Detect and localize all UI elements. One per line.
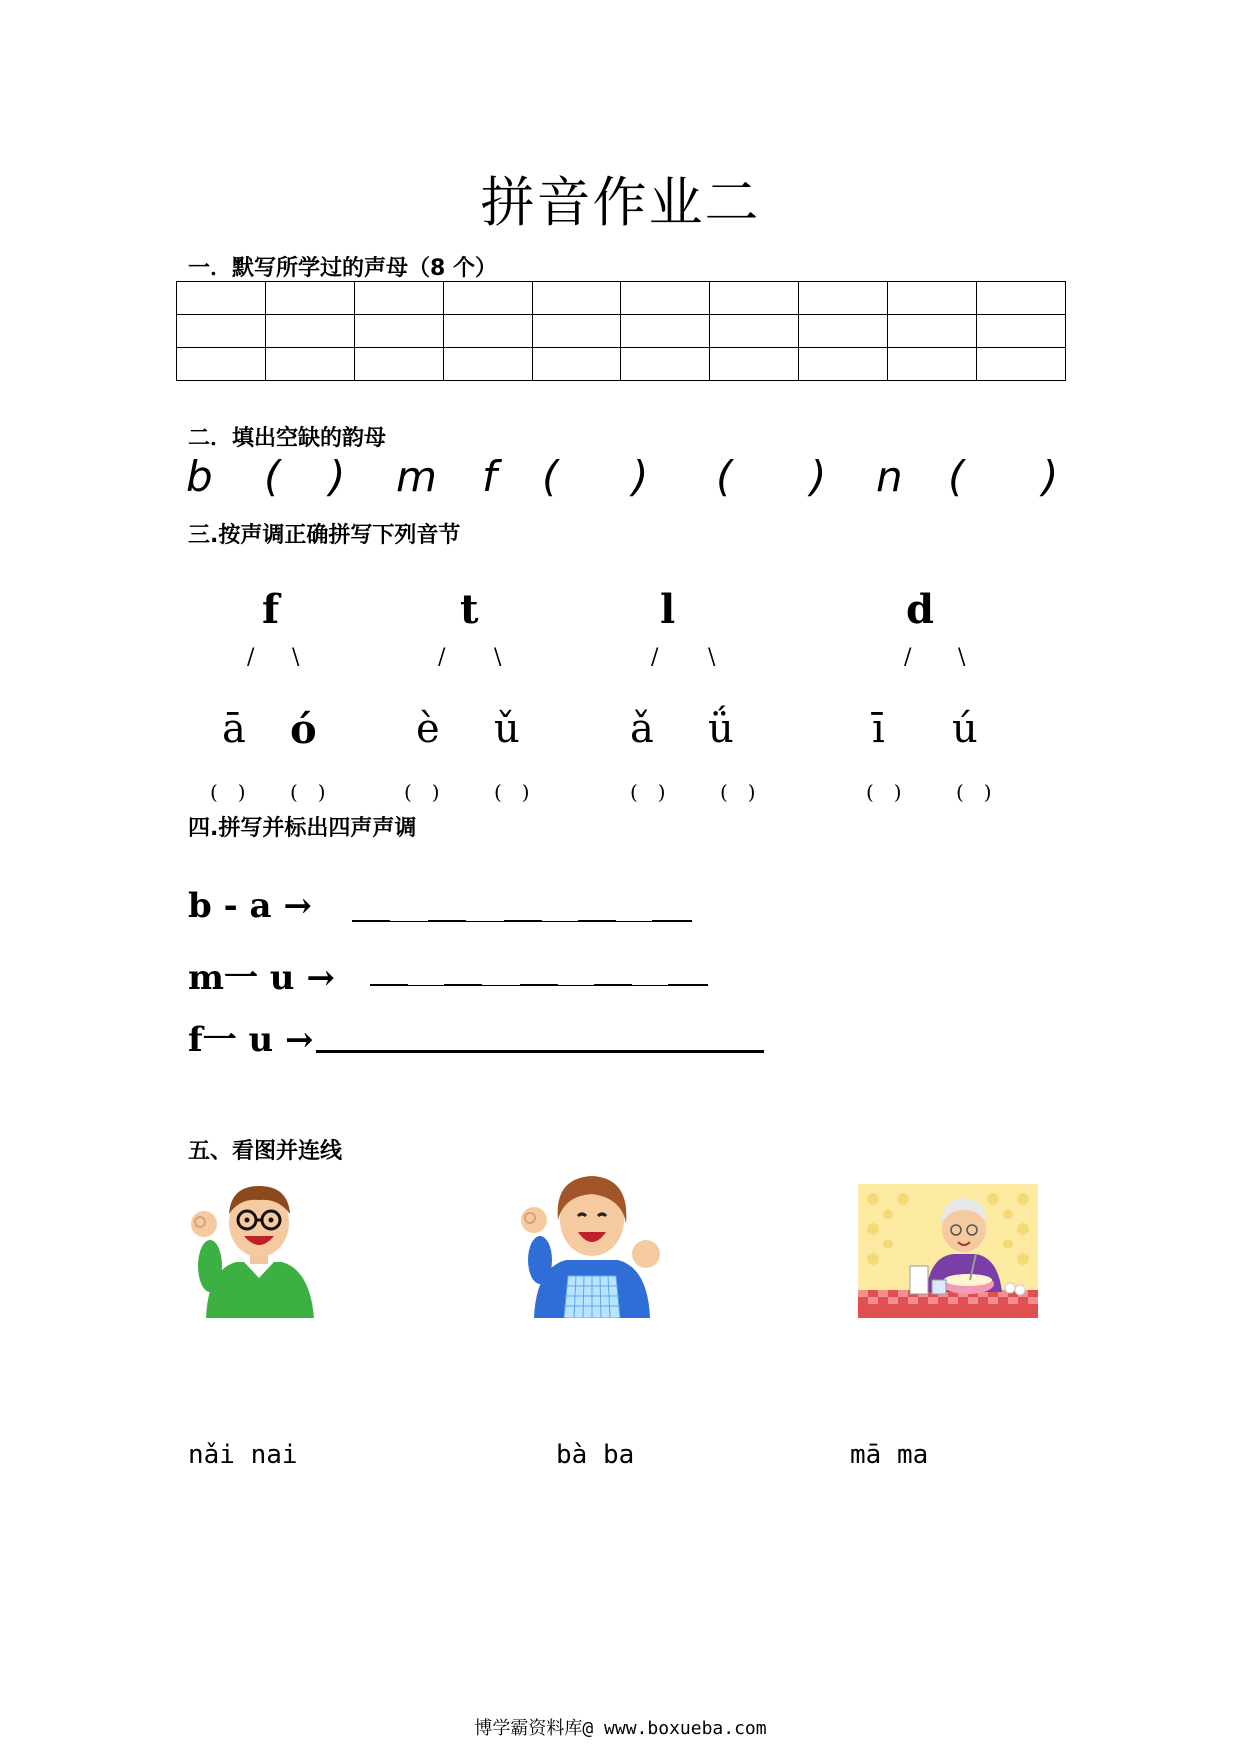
answer-paren[interactable]: ( ): [494, 780, 530, 804]
answer-paren[interactable]: ( ): [956, 780, 992, 804]
grid-cell[interactable]: [443, 315, 532, 348]
grid-cell[interactable]: [177, 282, 266, 315]
seq-item: b: [186, 452, 213, 501]
father-illustration[interactable]: [186, 1178, 332, 1318]
grid-row: [177, 315, 1066, 348]
final-option: ú: [952, 706, 978, 752]
grid-cell[interactable]: [532, 282, 621, 315]
seq-item: (: [948, 452, 965, 501]
answer-baseline: [370, 985, 708, 986]
final-option: ǔ: [494, 706, 520, 752]
grid-cell[interactable]: [621, 348, 710, 381]
final-option: ó: [290, 706, 317, 753]
answer-paren[interactable]: ( ): [720, 780, 756, 804]
seq-item: ): [632, 452, 649, 501]
branch-left: /: [247, 645, 255, 670]
branch-right: \: [708, 645, 716, 670]
grid-cell[interactable]: [354, 282, 443, 315]
section4-heading: 四.拼写并标出四声声调: [188, 816, 417, 841]
grid-cell[interactable]: [621, 315, 710, 348]
pinyin-word[interactable]: mā ma: [850, 1440, 929, 1470]
seq-item: m: [396, 452, 437, 501]
grid-cell[interactable]: [532, 315, 621, 348]
seq-item: f: [482, 452, 497, 501]
section3-heading: 三.按声调正确拼写下列音节: [188, 523, 461, 548]
grid-cell[interactable]: [888, 315, 977, 348]
spell-row-label: b - a →: [188, 886, 312, 926]
grid-cell[interactable]: [799, 348, 888, 381]
section2-heading: 二．填出空缺的韵母: [188, 426, 387, 451]
grid-cell[interactable]: [621, 282, 710, 315]
grandmother-cooking-illustration[interactable]: [858, 1184, 1038, 1318]
section5-heading: 五、看图并连线: [188, 1139, 343, 1164]
grid-cell[interactable]: [799, 282, 888, 315]
branch-right: \: [494, 645, 502, 670]
answer-paren[interactable]: ( ): [210, 780, 246, 804]
branch-left: /: [904, 645, 912, 670]
page-title: 拼音作业二: [480, 171, 761, 234]
branch-left: /: [438, 645, 446, 670]
grid-cell[interactable]: [532, 348, 621, 381]
spell-row-label: m一 u →: [188, 958, 335, 998]
grid-cell[interactable]: [977, 282, 1066, 315]
seq-item: n: [876, 452, 903, 501]
branch-right: \: [292, 645, 300, 670]
pinyin-word[interactable]: bà ba: [556, 1440, 635, 1470]
grid-row: [177, 282, 1066, 315]
branch-left: /: [651, 645, 659, 670]
spell-row-label: f一 u →: [188, 1020, 314, 1060]
initials-writing-grid[interactable]: [176, 281, 1066, 381]
answer-paren[interactable]: ( ): [630, 780, 666, 804]
seq-item: (: [716, 452, 733, 501]
footer-watermark: 博学霸资料库@ www.boxueba.com: [474, 1718, 767, 1739]
grid-cell[interactable]: [977, 315, 1066, 348]
final-option: ī: [872, 706, 885, 752]
initial-t: t: [460, 586, 479, 633]
grid-cell[interactable]: [888, 348, 977, 381]
grid-cell[interactable]: [265, 282, 354, 315]
grid-cell[interactable]: [354, 348, 443, 381]
branch-right: \: [958, 645, 966, 670]
answer-paren[interactable]: ( ): [866, 780, 902, 804]
final-option: ǘ: [708, 706, 734, 752]
answer-line[interactable]: [316, 1050, 764, 1053]
answer-paren[interactable]: ( ): [290, 780, 326, 804]
grid-cell[interactable]: [888, 282, 977, 315]
seq-item: (: [542, 452, 559, 501]
seq-item: ): [1042, 452, 1059, 501]
grid-cell[interactable]: [265, 315, 354, 348]
grid-cell[interactable]: [443, 348, 532, 381]
grid-cell[interactable]: [710, 348, 799, 381]
final-option: è: [416, 706, 440, 752]
grid-cell[interactable]: [177, 348, 266, 381]
initial-d: d: [906, 586, 934, 633]
answer-paren[interactable]: ( ): [404, 780, 440, 804]
grid-cell[interactable]: [177, 315, 266, 348]
final-option: ā: [222, 706, 246, 752]
grid-cell[interactable]: [443, 282, 532, 315]
grid-cell[interactable]: [977, 348, 1066, 381]
seq-item: ): [810, 452, 827, 501]
mother-illustration[interactable]: [518, 1168, 666, 1318]
pinyin-word[interactable]: nǎi nai: [188, 1440, 298, 1470]
grid-row: [177, 348, 1066, 381]
seq-item: ): [329, 452, 346, 501]
grid-cell[interactable]: [265, 348, 354, 381]
section1-heading: 一．默写所学过的声母（8 个）: [188, 256, 497, 281]
initial-l: l: [660, 586, 676, 633]
seq-item: (: [264, 452, 281, 501]
grid-cell[interactable]: [710, 282, 799, 315]
grid-cell[interactable]: [354, 315, 443, 348]
answer-baseline: [352, 921, 692, 922]
final-option: ǎ: [630, 706, 654, 752]
grid-cell[interactable]: [710, 315, 799, 348]
initial-f: f: [262, 586, 280, 633]
grid-cell[interactable]: [799, 315, 888, 348]
